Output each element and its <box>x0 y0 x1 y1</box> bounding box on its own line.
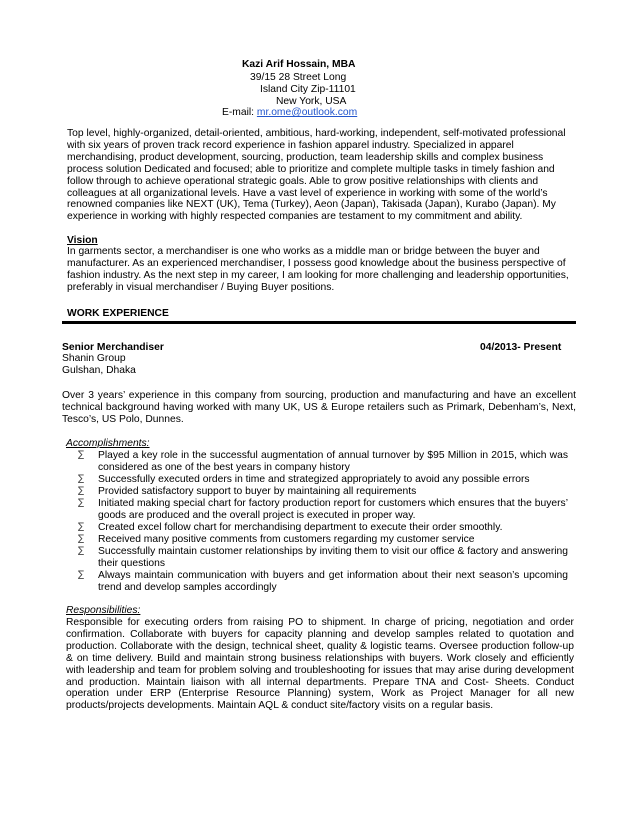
bullet-icon: ∑ <box>78 498 85 508</box>
accomplishment-text: Created excel follow chart for merchandising department to execute their order smoothly. <box>98 522 503 533</box>
accomplishment-text: Received many positive comments from customers regarding my customer service <box>98 534 475 545</box>
bullet-icon: ∑ <box>78 546 85 556</box>
vision-heading: Vision <box>67 235 98 246</box>
accomplishment-text: Initiated making special chart for factory production report for customers which ensures that the buyers’ goods are produced and the overall project is executed in proper way. <box>98 498 568 521</box>
job-location: Gulshan, Dhaka <box>62 365 136 376</box>
candidate-name: Kazi Arif Hossain, MBA <box>242 59 356 70</box>
bullet-icon: ∑ <box>78 522 85 532</box>
section-divider <box>62 321 576 324</box>
bullet-icon: ∑ <box>78 450 85 460</box>
job-overview: Over 3 years’ experience in this company from sourcing, production and manufacturing and have an excellent technical background having worked with many UK, US & Europe retailers such as Primark, Debenham’s, Next, Tesco’s, US Polo, Dunnes. <box>62 390 576 425</box>
bullet-icon: ∑ <box>78 534 85 544</box>
work-experience-heading: WORK EXPERIENCE <box>67 308 169 319</box>
responsibilities-heading: Responsibilities: <box>66 605 141 616</box>
vision-text: In garments sector, a merchandiser is one who works as a middle man or bridge between the buyer and manufacturer. As an experienced merchandiser, I possess good knowledge about the business perspective of fashion industry. As the next step in my career, I am looking for more challenging and leadership opportunities, preferably in visual merchandiser / Buying Buyer positions. <box>67 246 569 293</box>
accomplishment-text: Played a key role in the successful augmentation of annual turnover by $95 Million in 2015, which was considered as one of the best years in company history <box>98 450 568 473</box>
address-line-3: New York, USA <box>276 96 347 107</box>
job-title: Senior Merchandiser <box>62 342 164 353</box>
address-line-1: 39/15 28 Street Long <box>250 72 347 83</box>
professional-summary: Top level, highly-organized, detail-oriented, ambitious, hard-working, independent, self-motivated professional with six years of proven track record experience in fashion apparel industry. Specialized in apparel merchandising, product development, sourcing, production, team leadership skills and complex business process solution Dedicated and focused; able to prioritize and complete multiple tasks in timely fashion and follow through to achieve operational strategic goals. Able to grow positive relationships with clients and colleagues at all organizational levels. Have a vast level of experience in working with some of the world’s renowned companies like NEXT (UK), Tema (Turkey), Aeon (Japan), Takisada (Japan), Kurabo (Japan). My experience in working with highly respected companies are testament to my commitment and ability. <box>67 128 566 223</box>
bullet-icon: ∑ <box>78 486 85 496</box>
bullet-icon: ∑ <box>78 474 85 484</box>
accomplishment-text: Successfully executed orders in time and strategized appropriately to avoid any possible errors <box>98 474 530 485</box>
accomplishment-text: Successfully maintain customer relationships by inviting them to visit our office & factory and answering their questions <box>98 546 568 569</box>
bullet-icon: ∑ <box>78 570 85 580</box>
email-link[interactable]: mr.ome@outlook.com <box>256 107 358 118</box>
accomplishment-text: Provided satisfactory support to buyer by maintaining all requirements <box>98 486 417 497</box>
email-line <box>222 107 357 119</box>
accomplishment-text: Always maintain communication with buyers and get information about their next season’s upcoming trend and develop samples accordingly <box>98 570 568 593</box>
job-company: Shanin Group <box>62 353 126 364</box>
job-dates: 04/2013- Present <box>480 342 562 353</box>
email-label: E-mail: <box>222 107 257 118</box>
responsibilities-text: Responsible for executing orders from raising PO to shipment. In charge of pricing, negotiation and order confirmation. Collaborate with buyers for capacity planning and develop samples related to quotation and production. Collaborate with the design, technical sheet, quality & logistic teams. Oversee production follow-up & on time delivery. Build and maintain strong business relationships with buyers. Work closely and efficiently with leadership and team for problem solving and troubleshooting for issues that may arise during development and production. Maintain liaison with all internal departments. Prepare TNA and Cost- Sheets. Conduct operation under ERP (Enterprise Resource Planning) system, Work as Project Manager for all new products/projects developments. Maintain AQL & conduct site/factory visits on a regular basis. <box>66 617 574 712</box>
accomplishments-heading: Accomplishments: <box>66 438 150 449</box>
address-line-2: Island City Zip-11101 <box>260 84 356 95</box>
